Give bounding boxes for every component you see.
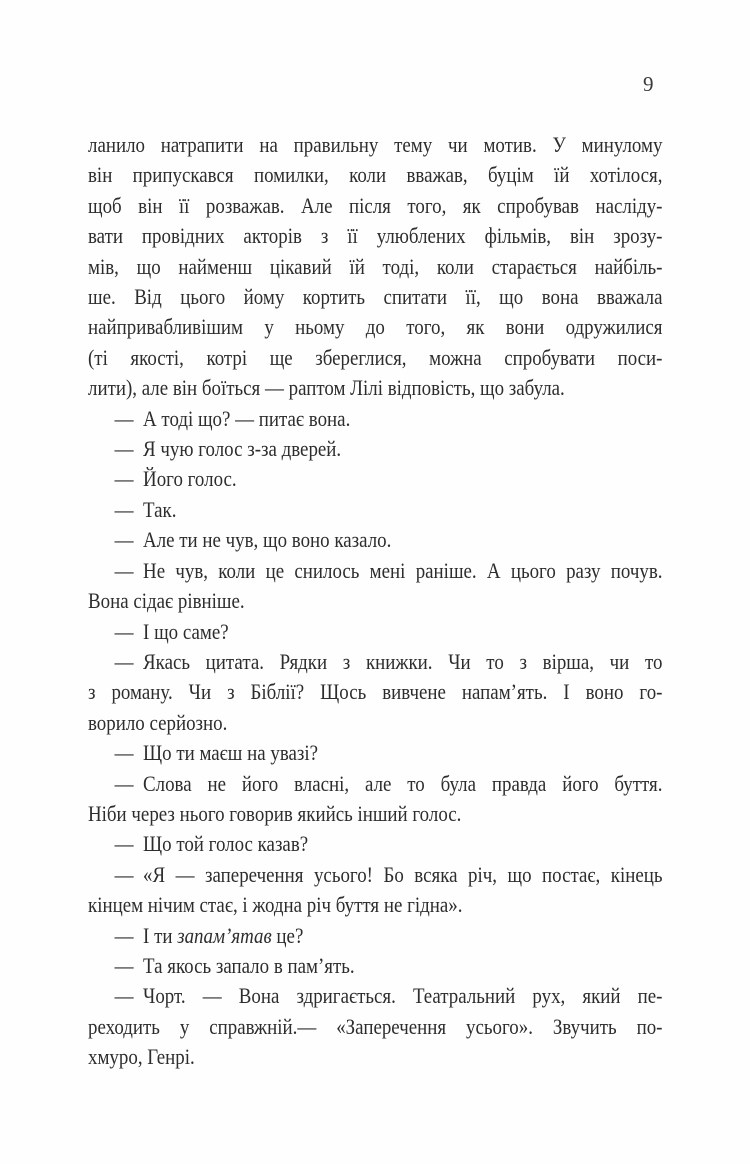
text-line: з роману. Чи з Біблії? Щось вивчене напам’ять. І воно го-	[88, 679, 663, 705]
text-line: (ті якості, котрі ще збереглися, можна спробувати поси-	[88, 344, 663, 370]
text-line: — Що той голос казав?	[114, 831, 309, 857]
text-line: вати провідних акторів з її улюблених фільмів, він зрозу-	[88, 223, 663, 249]
text-line: — Та якось запало в пам’ять.	[114, 952, 355, 978]
text-line: ше. Від цього йому кортить спитати її, що вона вважала	[88, 284, 663, 310]
text-line: — Слова не його власні, але то була правда його буття.	[114, 770, 663, 796]
text-line: — Чорт. — Вона здригається. Театральний рух, який пе-	[114, 983, 663, 1009]
text-line: хмуро, Генрі.	[88, 1044, 195, 1070]
text-line: — Не чув, коли це снилось мені раніше. А цього разу почув.	[114, 557, 663, 583]
text-line	[88, 921, 662, 951]
page-text-column	[88, 130, 662, 1073]
text-line: реходить у справжній.— «Заперечення усього». Звучить по-	[88, 1013, 663, 1039]
text-line: мів, що найменш цікавий їй тоді, коли старається найбіль-	[88, 253, 663, 279]
page-number: 9	[643, 72, 654, 96]
text-line: — Але ти не чув, що воно казало.	[114, 527, 392, 553]
text-line: щоб він її розважав. Але після того, як спробував насліду-	[88, 192, 663, 218]
text-line: кінцем нічим стає, і жодна річ буття не гідна».	[88, 892, 463, 918]
text-line: — Якась цитата. Рядки з книжки. Чи то з вірша, чи то	[114, 648, 663, 674]
text-line: — Я чую голос з-за дверей.	[114, 436, 342, 462]
emphasized-text: запам’ятав	[177, 922, 272, 948]
text-segment: — І ти	[114, 922, 178, 948]
text-line: ворило серйозно.	[88, 709, 228, 735]
text-line: Ніби через нього говорив якийсь інший голос.	[88, 800, 462, 826]
text-line: Вона сідає рівніше.	[88, 588, 245, 614]
text-line: — Його голос.	[114, 466, 237, 492]
text-line: найпривабливішим у ньому до того, як вони одружилися	[88, 314, 663, 340]
text-line: — А тоді що? — питає вона.	[114, 405, 351, 431]
text-line: — «Я — заперечення усього! Бо всяка річ, що постає, кінець	[114, 861, 663, 887]
text-line: — І що саме?	[114, 618, 229, 644]
text-line: він припускався помилки, коли вважав, буцім їй хотілося,	[88, 162, 663, 188]
text-line: лити), але він боїться — раптом Лілі відповість, що забула.	[88, 375, 565, 401]
text-line: — Так.	[114, 496, 177, 522]
text-line: ланило натрапити на правильну тему чи мотив. У минулому	[88, 132, 663, 157]
text-segment: це?	[271, 922, 304, 948]
text-line: — Що ти маєш на увазі?	[114, 740, 319, 766]
